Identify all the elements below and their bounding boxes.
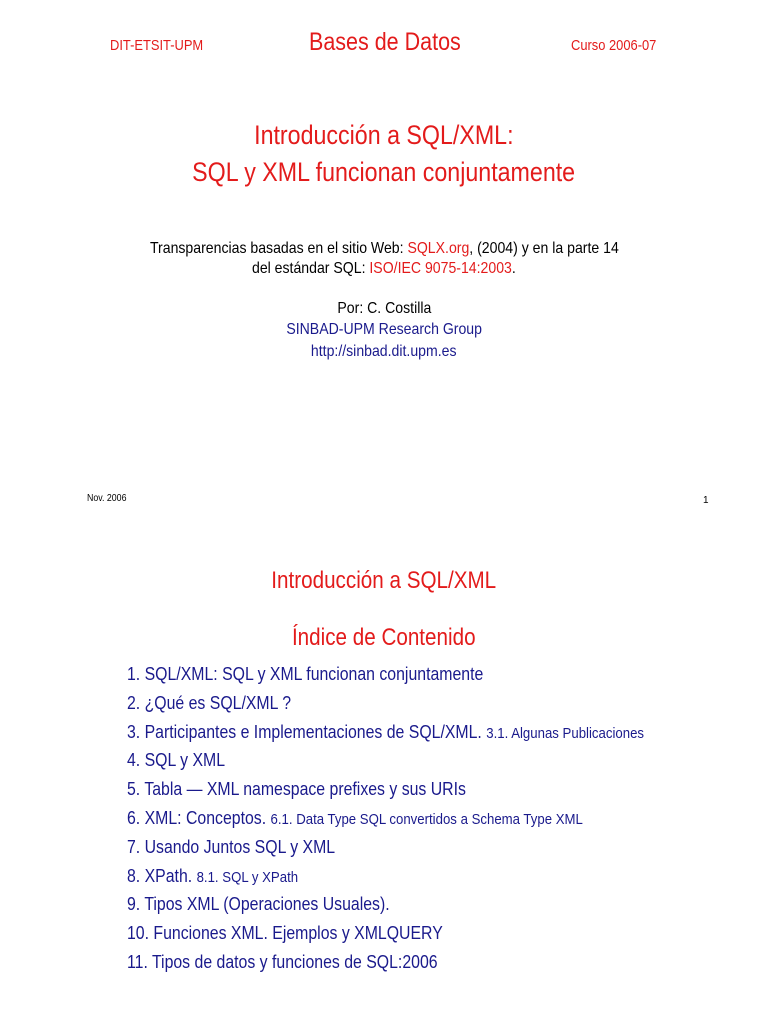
toc-item-main: 4. SQL y XML [127, 750, 226, 771]
slide2-subtitle-text: Índice de Contenido [292, 624, 476, 651]
page-number: 1 [703, 495, 709, 506]
toc-item [127, 748, 644, 777]
toc-item [127, 691, 644, 720]
toc-item-main: 1. SQL/XML: SQL y XML funcionan conjuntamente [127, 664, 484, 684]
slide2-title [0, 567, 768, 595]
toc-item-main: 2. ¿Qué es SQL/XML ? [127, 692, 292, 713]
footer-date: Nov. 2006 [87, 493, 127, 504]
source-line-2 [0, 260, 768, 278]
toc-item [127, 864, 644, 893]
research-group [0, 321, 768, 339]
website-url [0, 343, 768, 361]
toc-item-sub: 6.1. Data Type SQL convertidos a Schema Type XML [270, 810, 583, 828]
source-line-1 [0, 240, 768, 258]
source-line-1-prefix: Transparencias basadas en el sitio Web: [149, 240, 408, 257]
toc-item-main: 9. Tipos XML (Operaciones Usuales). [127, 894, 390, 915]
header-right: Curso 2006-07 [571, 37, 657, 54]
toc-item [127, 921, 644, 950]
toc-item-main: 5. Tabla — XML namespace prefixes y sus URIs [127, 779, 466, 800]
toc-item [127, 950, 644, 979]
toc-item [127, 806, 644, 835]
source-line-2-prefix: del estándar SQL: [252, 260, 370, 277]
toc-item-main: 7. Usando Juntos SQL y XML [127, 836, 336, 857]
toc-item [127, 835, 644, 864]
slide-title-line-1 [0, 120, 768, 151]
toc-item-main: 3. Participantes e Implementaciones de SQL/XML. [127, 721, 487, 742]
iso-standard-link[interactable]: ISO/IEC 9075-14:2003 [369, 260, 512, 277]
slide2-subtitle [0, 624, 768, 652]
slide-title-line-1-text: Introducción a SQL/XML: [254, 120, 514, 150]
header-title: Bases de Datos [309, 28, 461, 56]
toc-item-main: 8. XPath. [127, 865, 197, 886]
research-group-text: SINBAD-UPM Research Group [286, 321, 482, 338]
slide-title-line-2-text: SQL y XML funcionan conjuntamente [192, 157, 576, 187]
toc-item [127, 777, 644, 806]
toc-item-main: 6. XML: Conceptos. [127, 807, 271, 828]
table-of-contents [127, 662, 715, 979]
toc-item [127, 720, 644, 749]
author-line [0, 300, 768, 318]
sqlx-link[interactable]: SQLX.org [407, 240, 469, 257]
toc-item [127, 892, 644, 921]
toc-item-main: 11. Tipos de datos y funciones de SQL:2006 [127, 951, 438, 972]
source-line-2-suffix: . [511, 260, 516, 277]
author-text: Por: C. Costilla [337, 300, 431, 317]
slide2-title-text: Introducción a SQL/XML [271, 567, 497, 594]
website-link[interactable]: http://sinbad.dit.upm.es [311, 343, 457, 360]
header-left: DIT-ETSIT-UPM [110, 37, 204, 54]
toc-item [127, 662, 644, 691]
toc-item-main: 10. Funciones XML. Ejemplos y XMLQUERY [127, 923, 443, 944]
toc-item-sub: 3.1. Algunas Publicaciones [486, 724, 645, 742]
toc-item-sub: 8.1. SQL y XPath [196, 868, 299, 886]
source-line-1-suffix: , (2004) y en la parte 14 [468, 240, 619, 257]
slide-title-line-2 [0, 157, 768, 188]
